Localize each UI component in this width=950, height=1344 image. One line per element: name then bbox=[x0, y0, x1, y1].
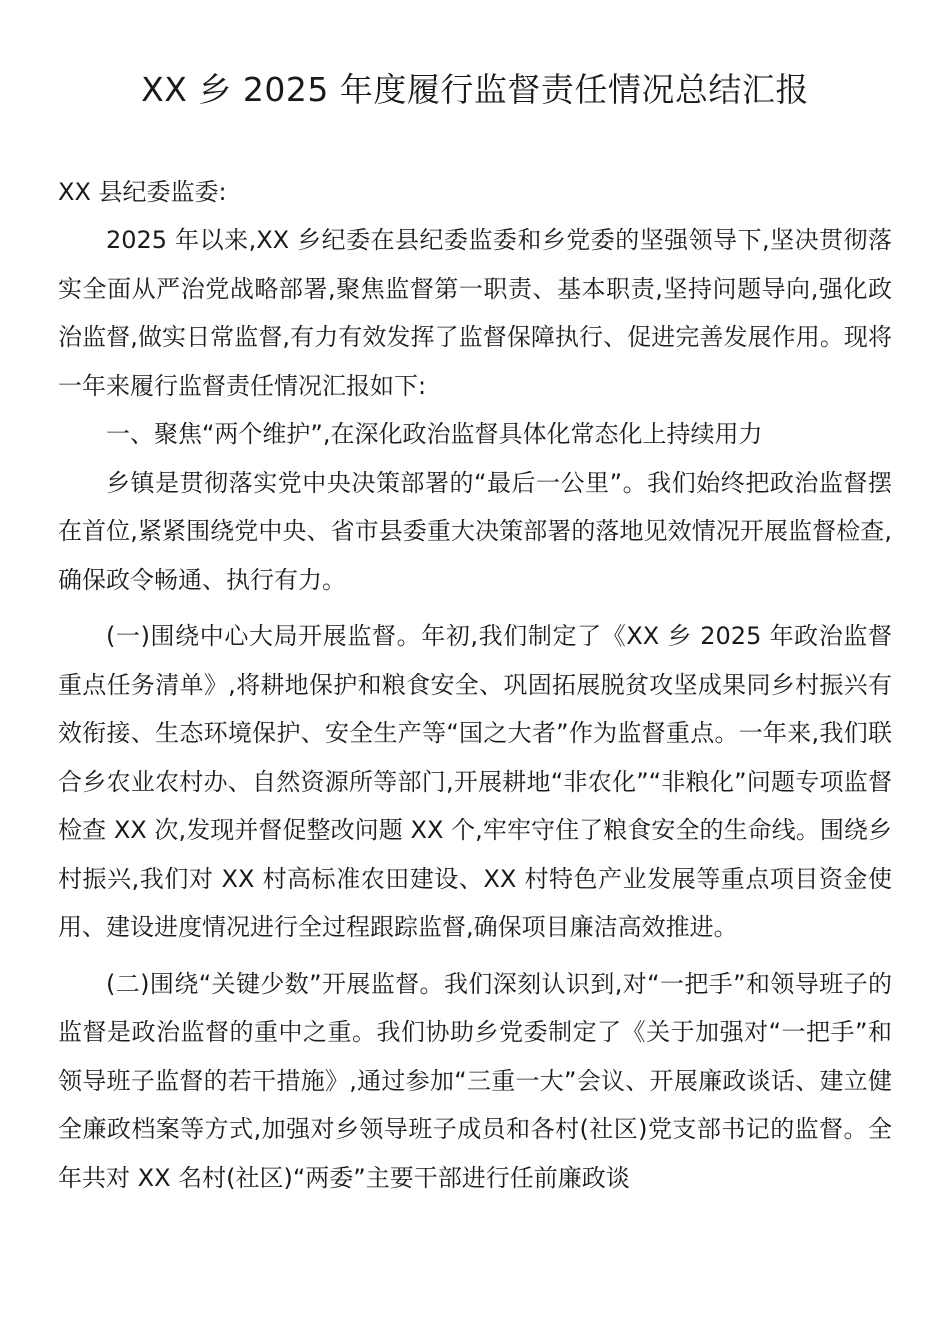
paragraph-subsection-1: (一)围绕中心大局开展监督。年初,我们制定了《XX 乡 2025 年政治监督重点任务清单》,将耕地保护和粮食安全、巩固拓展脱贫攻坚成果同乡村振兴有效衔接、生态环境保护、安全生产等“国之大者”作为监督重点。一年来,我们联合乡农业农村办、自然资源所等部门,开展耕地“非农化”“非粮化”问题专项监督检查 XX 次,发现并督促整改问题 XX 个,牢牢守住了粮食安全的生命线。围绕乡村振兴,我们对 XX 村高标准农田建设、XX 村特色产业发展等重点项目资金使用、建设进度情况进行全过程跟踪监督,确保项目廉洁高效推进。 bbox=[58, 622, 892, 941]
paragraph-intro: 2025 年以来,XX 乡纪委在县纪委监委和乡党委的坚强领导下,坚决贯彻落实全面从严治党战略部署,聚焦监督第一职责、基本职责,坚持问题导向,强化政治监督,做实日常监督,有力有效发挥了监督保障执行、促进完善发展作用。现将一年来履行监督责任情况汇报如下: bbox=[58, 226, 892, 400]
salutation: XX 县纪委监委: bbox=[58, 178, 227, 206]
document-title: XX 乡 2025 年度履行监督责任情况总结汇报 bbox=[141, 70, 809, 109]
paragraph-section-1-intro: 乡镇是贯彻落实党中央决策部署的“最后一公里”。我们始终把政治监督摆在首位,紧紧围绕党中央、省市县委重大决策部署的落地见效情况开展监督检查,确保政令畅通、执行有力。 bbox=[58, 468, 892, 594]
paragraph-subsection-2: (二)围绕“关键少数”开展监督。我们深刻认识到,对“一把手”和领导班子的监督是政治监督的重中之重。我们协助乡党委制定了《关于加强对“一把手”和领导班子监督的若干措施》,通过参加“三重一大”会议、开展廉政谈话、建立健全廉政档案等方式,加强对乡领导班子成员和各村(社区)党支部书记的监督。全年共对 XX 名村(社区)“两委”主要干部进行任前廉政谈 bbox=[58, 969, 892, 1192]
section-heading-1: 一、聚焦“两个维护”,在深化政治监督具体化常态化上持续用力 bbox=[106, 420, 763, 448]
